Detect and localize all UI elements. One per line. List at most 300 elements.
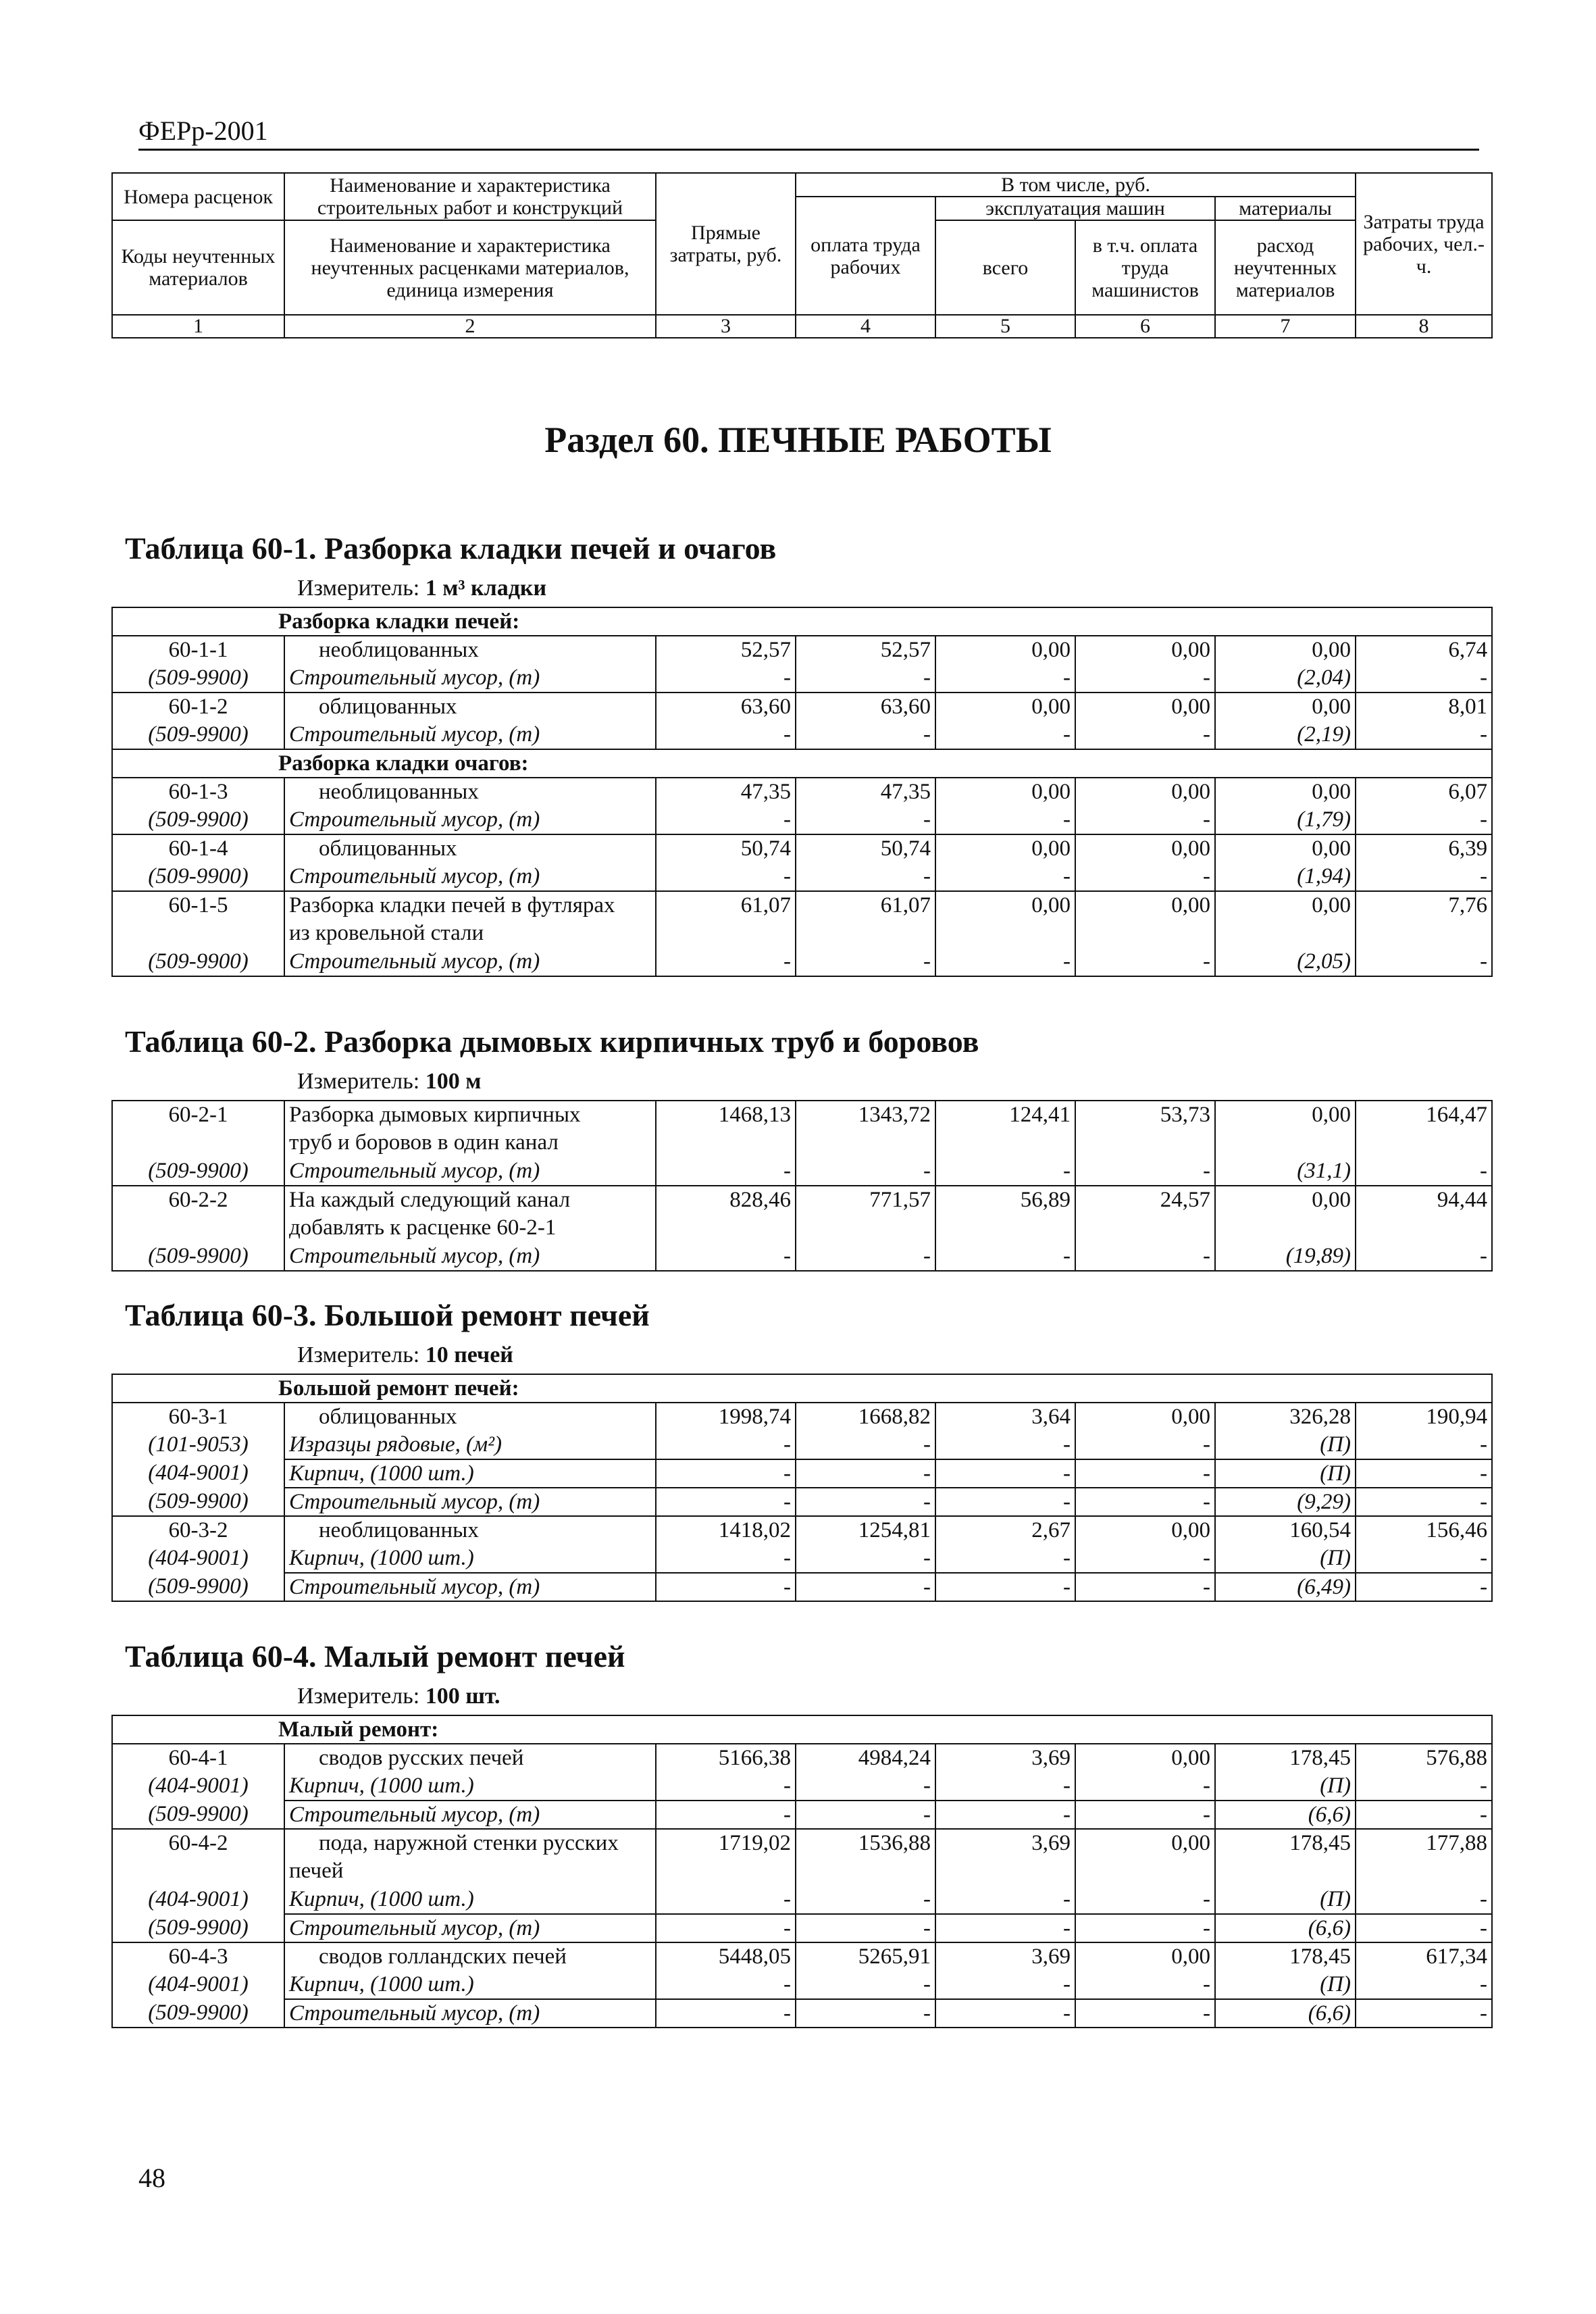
material-value: - bbox=[656, 806, 796, 834]
col-num-4: 4 bbox=[796, 315, 935, 338]
material-name: Кирпич, (1000 шт.) bbox=[284, 1772, 656, 1801]
materials-cost: 0,00 bbox=[1215, 778, 1356, 806]
table-row bbox=[112, 1242, 1492, 1271]
machinist-pay: 24,57 bbox=[1075, 1186, 1215, 1214]
col-num-8: 8 bbox=[1356, 315, 1492, 338]
material-value: - bbox=[1356, 1459, 1492, 1488]
col1-bottom: Коды неучтенных материалов bbox=[112, 220, 284, 315]
material-name: Строительный мусор, (т) bbox=[284, 1801, 656, 1829]
material-value: - bbox=[1356, 806, 1492, 834]
table-row bbox=[112, 1214, 1492, 1242]
material-value: (6,6) bbox=[1215, 1801, 1356, 1829]
material-value: - bbox=[1075, 1431, 1215, 1459]
material-value: - bbox=[796, 1157, 935, 1186]
material-value: - bbox=[1075, 1573, 1215, 1601]
machines-total: 2,67 bbox=[935, 1516, 1075, 1544]
material-code: (509-9900) bbox=[112, 863, 284, 891]
material-value: - bbox=[796, 1772, 935, 1801]
direct-cost: 5166,38 bbox=[656, 1744, 796, 1772]
material-name: Кирпич, (1000 шт.) bbox=[284, 1971, 656, 1999]
col3-header: Прямые затраты, руб. bbox=[656, 173, 796, 315]
material-code: (509-9900) bbox=[112, 1999, 284, 2028]
rate-code: 60-4-2 bbox=[112, 1829, 284, 1857]
material-value: - bbox=[1356, 1886, 1492, 1914]
table-row bbox=[112, 1431, 1492, 1459]
table-row bbox=[112, 891, 1492, 920]
machines-total: 3,69 bbox=[935, 1744, 1075, 1772]
material-value: - bbox=[1075, 664, 1215, 693]
machines-total: 3,69 bbox=[935, 1829, 1075, 1857]
machines-header: эксплуатация машин bbox=[935, 197, 1215, 220]
group-heading: Разборка кладки печей: bbox=[112, 607, 1492, 636]
material-value: (П) bbox=[1215, 1772, 1356, 1801]
materials-cost: 160,54 bbox=[1215, 1516, 1356, 1544]
material-value: - bbox=[656, 1157, 796, 1186]
material-value: - bbox=[656, 664, 796, 693]
material-code: (509-9900) bbox=[112, 721, 284, 749]
rate-name: необлицованных bbox=[284, 778, 656, 806]
material-value: - bbox=[1356, 1801, 1492, 1829]
rate-name: облицованных bbox=[284, 693, 656, 721]
material-value: - bbox=[935, 1801, 1075, 1829]
material-value: - bbox=[656, 1459, 796, 1488]
material-value: - bbox=[1075, 806, 1215, 834]
material-value: - bbox=[796, 1801, 935, 1829]
direct-cost: 50,74 bbox=[656, 834, 796, 863]
material-value: - bbox=[656, 1544, 796, 1573]
material-code: (404-9001) bbox=[112, 1772, 284, 1801]
material-value: - bbox=[935, 1488, 1075, 1516]
table-row bbox=[112, 1829, 1492, 1857]
machines-total: 0,00 bbox=[935, 778, 1075, 806]
labor-pay: 50,74 bbox=[796, 834, 935, 863]
table-row bbox=[112, 693, 1492, 721]
material-value: - bbox=[656, 721, 796, 749]
material-value: - bbox=[1356, 863, 1492, 891]
materials-cost: 0,00 bbox=[1215, 636, 1356, 664]
table-row bbox=[112, 721, 1492, 749]
material-value: (6,49) bbox=[1215, 1573, 1356, 1601]
material-name: Строительный мусор, (т) bbox=[284, 664, 656, 693]
material-value: - bbox=[1356, 1544, 1492, 1573]
col-num-3: 3 bbox=[656, 315, 796, 338]
material-value: - bbox=[656, 1772, 796, 1801]
direct-cost: 63,60 bbox=[656, 693, 796, 721]
material-name: Строительный мусор, (т) bbox=[284, 1999, 656, 2028]
materials-header: материалы bbox=[1215, 197, 1356, 220]
material-value: - bbox=[1075, 1999, 1215, 2028]
material-value: - bbox=[1356, 1242, 1492, 1271]
table-60-1 bbox=[111, 607, 1493, 977]
material-value: - bbox=[1356, 664, 1492, 693]
material-value: - bbox=[656, 1431, 796, 1459]
materials-cost: 0,00 bbox=[1215, 834, 1356, 863]
col-num-1: 1 bbox=[112, 315, 284, 338]
material-value: - bbox=[1356, 1157, 1492, 1186]
group-heading: Малый ремонт: bbox=[112, 1715, 1492, 1744]
table-60-4 bbox=[111, 1715, 1493, 2028]
material-name: Строительный мусор, (т) bbox=[284, 721, 656, 749]
material-value: - bbox=[935, 948, 1075, 976]
table-row bbox=[112, 1101, 1492, 1129]
material-value: (19,89) bbox=[1215, 1242, 1356, 1271]
machines-total: 124,41 bbox=[935, 1101, 1075, 1129]
table-60-4-unit: Измеритель: 100 шт. bbox=[297, 1684, 500, 1709]
column-header-table bbox=[111, 172, 1493, 338]
materials-cost: 0,00 bbox=[1215, 1101, 1356, 1129]
material-value: - bbox=[935, 1772, 1075, 1801]
labor-hours: 190,94 bbox=[1356, 1403, 1492, 1431]
rate-code: 60-1-2 bbox=[112, 693, 284, 721]
material-value: - bbox=[1075, 1242, 1215, 1271]
material-value: (6,6) bbox=[1215, 1914, 1356, 1942]
material-value: - bbox=[796, 1242, 935, 1271]
materials-cost: 0,00 bbox=[1215, 693, 1356, 721]
table-row bbox=[112, 1942, 1492, 1971]
material-value: - bbox=[1075, 1886, 1215, 1914]
rate-name: облицованных bbox=[284, 834, 656, 863]
material-value: - bbox=[935, 1886, 1075, 1914]
machines-total: 3,69 bbox=[935, 1942, 1075, 1971]
material-value: - bbox=[1356, 1573, 1492, 1601]
table-row bbox=[112, 1186, 1492, 1214]
material-value: - bbox=[1356, 1772, 1492, 1801]
material-value: (П) bbox=[1215, 1886, 1356, 1914]
table-60-4-caption: Таблица 60-4. Малый ремонт печей bbox=[125, 1639, 625, 1674]
table-60-2-unit: Измеритель: 100 м bbox=[297, 1069, 482, 1094]
material-value: (П) bbox=[1215, 1544, 1356, 1573]
material-value: - bbox=[935, 806, 1075, 834]
material-value: - bbox=[935, 1999, 1075, 2028]
rate-code: 60-2-2 bbox=[112, 1186, 284, 1214]
table-row bbox=[112, 1516, 1492, 1544]
direct-cost: 1468,13 bbox=[656, 1101, 796, 1129]
rate-code: 60-1-1 bbox=[112, 636, 284, 664]
col1-top: Номера расценок bbox=[112, 173, 284, 220]
material-value: - bbox=[1075, 863, 1215, 891]
table-60-1-caption: Таблица 60-1. Разборка кладки печей и очагов bbox=[125, 531, 777, 565]
material-value: - bbox=[656, 1488, 796, 1516]
material-code: (509-9900) bbox=[112, 1801, 284, 1829]
material-value: - bbox=[1075, 1157, 1215, 1186]
labor-pay: 52,57 bbox=[796, 636, 935, 664]
rate-name: облицованных bbox=[284, 1403, 656, 1431]
table-row bbox=[112, 1857, 1492, 1886]
material-code: (101-9053) bbox=[112, 1431, 284, 1459]
direct-cost: 828,46 bbox=[656, 1186, 796, 1214]
col-num-7: 7 bbox=[1215, 315, 1356, 338]
table-row bbox=[112, 1459, 1492, 1488]
material-value: - bbox=[796, 1914, 935, 1942]
table-row bbox=[112, 1914, 1492, 1942]
material-code: (509-9900) bbox=[112, 1157, 284, 1186]
material-code: (509-9900) bbox=[112, 1488, 284, 1516]
rate-code: 60-3-2 bbox=[112, 1516, 284, 1544]
rate-code: 60-1-5 bbox=[112, 891, 284, 920]
table-60-3-caption: Таблица 60-3. Большой ремонт печей bbox=[125, 1298, 650, 1332]
material-value: - bbox=[796, 863, 935, 891]
machines-total: 0,00 bbox=[935, 834, 1075, 863]
material-value: - bbox=[796, 1431, 935, 1459]
direct-cost: 61,07 bbox=[656, 891, 796, 920]
group-heading: Большой ремонт печей: bbox=[112, 1374, 1492, 1403]
material-code: (404-9001) bbox=[112, 1459, 284, 1488]
material-name: Строительный мусор, (т) bbox=[284, 1488, 656, 1516]
material-value: - bbox=[796, 1459, 935, 1488]
machines-total: 0,00 bbox=[935, 636, 1075, 664]
machinist-pay: 0,00 bbox=[1075, 1829, 1215, 1857]
table-row bbox=[112, 1129, 1492, 1157]
material-value: - bbox=[656, 1914, 796, 1942]
material-value: - bbox=[1075, 1488, 1215, 1516]
material-value: (2,04) bbox=[1215, 664, 1356, 693]
rate-code: 60-2-1 bbox=[112, 1101, 284, 1129]
col4-header: оплата труда рабочих bbox=[796, 197, 935, 315]
material-name: Строительный мусор, (т) bbox=[284, 1242, 656, 1271]
col8-header: Затраты труда рабочих, чел.-ч. bbox=[1356, 173, 1492, 315]
material-value: - bbox=[1356, 1971, 1492, 1999]
labor-hours: 177,88 bbox=[1356, 1829, 1492, 1857]
table-row bbox=[112, 920, 1492, 948]
material-value: - bbox=[1356, 1914, 1492, 1942]
material-value: - bbox=[796, 806, 935, 834]
rate-name: Разборка дымовых кирпичных bbox=[284, 1101, 656, 1129]
material-name: Кирпич, (1000 шт.) bbox=[284, 1544, 656, 1573]
table-row bbox=[112, 1772, 1492, 1801]
material-value: - bbox=[796, 1886, 935, 1914]
labor-hours: 7,76 bbox=[1356, 891, 1492, 920]
material-value: (П) bbox=[1215, 1459, 1356, 1488]
material-value: - bbox=[935, 1914, 1075, 1942]
material-code: (404-9001) bbox=[112, 1971, 284, 1999]
material-value: - bbox=[796, 1544, 935, 1573]
material-value: (2,05) bbox=[1215, 948, 1356, 976]
labor-pay: 4984,24 bbox=[796, 1744, 935, 1772]
material-value: (1,94) bbox=[1215, 863, 1356, 891]
document-title: ФЕРр-2001 bbox=[138, 116, 268, 146]
labor-pay: 1343,72 bbox=[796, 1101, 935, 1129]
labor-hours: 8,01 bbox=[1356, 693, 1492, 721]
material-value: - bbox=[796, 664, 935, 693]
labor-pay: 47,35 bbox=[796, 778, 935, 806]
labor-pay: 1536,88 bbox=[796, 1829, 935, 1857]
material-name: Кирпич, (1000 шт.) bbox=[284, 1886, 656, 1914]
machines-total: 3,64 bbox=[935, 1403, 1075, 1431]
labor-pay: 771,57 bbox=[796, 1186, 935, 1214]
materials-cost: 326,28 bbox=[1215, 1403, 1356, 1431]
material-value: - bbox=[656, 1971, 796, 1999]
material-code: (509-9900) bbox=[112, 1242, 284, 1271]
material-value: (2,19) bbox=[1215, 721, 1356, 749]
material-code: (509-9900) bbox=[112, 664, 284, 693]
machinist-pay: 0,00 bbox=[1075, 778, 1215, 806]
material-value: - bbox=[656, 948, 796, 976]
material-name: Изразцы рядовые, (м²) bbox=[284, 1431, 656, 1459]
labor-hours: 617,34 bbox=[1356, 1942, 1492, 1971]
material-value: - bbox=[1356, 1488, 1492, 1516]
materials-cost: 0,00 bbox=[1215, 1186, 1356, 1214]
material-value: (П) bbox=[1215, 1431, 1356, 1459]
material-value: - bbox=[1356, 1999, 1492, 2028]
materials-cost: 178,45 bbox=[1215, 1744, 1356, 1772]
machines-total: 0,00 bbox=[935, 891, 1075, 920]
material-code: (404-9001) bbox=[112, 1544, 284, 1573]
labor-hours: 164,47 bbox=[1356, 1101, 1492, 1129]
col-num-5: 5 bbox=[935, 315, 1075, 338]
rate-name: сводов русских печей bbox=[284, 1744, 656, 1772]
rate-name: необлицованных bbox=[284, 636, 656, 664]
machinist-pay: 0,00 bbox=[1075, 1744, 1215, 1772]
direct-cost: 5448,05 bbox=[656, 1942, 796, 1971]
material-name: Строительный мусор, (т) bbox=[284, 1914, 656, 1942]
material-value: - bbox=[1075, 1971, 1215, 1999]
table-row bbox=[112, 948, 1492, 976]
material-value: - bbox=[935, 721, 1075, 749]
table-row bbox=[112, 1744, 1492, 1772]
material-value: - bbox=[656, 1999, 796, 2028]
col5-header: всего bbox=[935, 220, 1075, 315]
col2-bottom: Наименование и характеристика неучтенных расценками материалов, единица измерения bbox=[284, 220, 656, 315]
material-value: (6,6) bbox=[1215, 1999, 1356, 2028]
material-value: - bbox=[935, 1431, 1075, 1459]
material-code: (509-9900) bbox=[112, 1573, 284, 1601]
labor-pay: 5265,91 bbox=[796, 1942, 935, 1971]
table-60-2-caption: Таблица 60-2. Разборка дымовых кирпичных труб и боровов bbox=[125, 1024, 979, 1059]
material-value: - bbox=[656, 1801, 796, 1829]
material-value: - bbox=[796, 1971, 935, 1999]
table-row bbox=[112, 1488, 1492, 1516]
material-value: - bbox=[935, 1573, 1075, 1601]
material-value: - bbox=[1075, 1772, 1215, 1801]
material-value: (9,29) bbox=[1215, 1488, 1356, 1516]
labor-pay: 61,07 bbox=[796, 891, 935, 920]
labor-hours: 576,88 bbox=[1356, 1744, 1492, 1772]
labor-pay: 1254,81 bbox=[796, 1516, 935, 1544]
material-value: - bbox=[1075, 1544, 1215, 1573]
machinist-pay: 0,00 bbox=[1075, 636, 1215, 664]
rate-code: 60-1-3 bbox=[112, 778, 284, 806]
rate-name-cont: из кровельной стали bbox=[284, 920, 656, 948]
header-rule bbox=[138, 149, 1479, 151]
material-value: - bbox=[656, 1886, 796, 1914]
material-value: - bbox=[796, 1488, 935, 1516]
machinist-pay: 0,00 bbox=[1075, 693, 1215, 721]
material-value: - bbox=[656, 863, 796, 891]
labor-hours: 156,46 bbox=[1356, 1516, 1492, 1544]
material-name: Строительный мусор, (т) bbox=[284, 1157, 656, 1186]
rate-code: 60-3-1 bbox=[112, 1403, 284, 1431]
material-value: - bbox=[796, 1573, 935, 1601]
materials-cost: 0,00 bbox=[1215, 891, 1356, 920]
material-value: (31,1) bbox=[1215, 1157, 1356, 1186]
rate-name-cont: труб и боровов в один канал bbox=[284, 1129, 656, 1157]
materials-cost: 178,45 bbox=[1215, 1942, 1356, 1971]
labor-hours: 94,44 bbox=[1356, 1186, 1492, 1214]
table-row bbox=[112, 1886, 1492, 1914]
material-name: Строительный мусор, (т) bbox=[284, 948, 656, 976]
material-value: - bbox=[1075, 948, 1215, 976]
material-value: - bbox=[656, 1242, 796, 1271]
table-row bbox=[112, 1544, 1492, 1573]
table-60-2 bbox=[111, 1100, 1493, 1272]
material-name: Кирпич, (1000 шт.) bbox=[284, 1459, 656, 1488]
table-row bbox=[112, 1971, 1492, 1999]
incl-header: В том числе, руб. bbox=[796, 173, 1356, 197]
direct-cost: 1719,02 bbox=[656, 1829, 796, 1857]
rate-name-cont: добавлять к расценке 60-2-1 bbox=[284, 1214, 656, 1242]
material-name: Строительный мусор, (т) bbox=[284, 806, 656, 834]
machinist-pay: 53,73 bbox=[1075, 1101, 1215, 1129]
material-value: - bbox=[1075, 1459, 1215, 1488]
table-row bbox=[112, 1157, 1492, 1186]
machinist-pay: 0,00 bbox=[1075, 1516, 1215, 1544]
section-title: Раздел 60. ПЕЧНЫЕ РАБОТЫ bbox=[544, 420, 1052, 460]
material-value: - bbox=[1356, 1431, 1492, 1459]
table-row bbox=[112, 806, 1492, 834]
machinist-pay: 0,00 bbox=[1075, 834, 1215, 863]
col7-header: расход неучтенных материалов bbox=[1215, 220, 1356, 315]
material-value: - bbox=[935, 1459, 1075, 1488]
material-value: - bbox=[1075, 1914, 1215, 1942]
rate-code: 60-4-3 bbox=[112, 1942, 284, 1971]
machines-total: 0,00 bbox=[935, 693, 1075, 721]
materials-cost: 178,45 bbox=[1215, 1829, 1356, 1857]
rate-name-cont: печей bbox=[284, 1857, 656, 1886]
material-value: - bbox=[1356, 948, 1492, 976]
direct-cost: 1998,74 bbox=[656, 1403, 796, 1431]
material-value: - bbox=[1075, 1801, 1215, 1829]
material-code: (404-9001) bbox=[112, 1886, 284, 1914]
material-value: - bbox=[935, 664, 1075, 693]
material-code: (509-9900) bbox=[112, 806, 284, 834]
material-value: - bbox=[935, 1157, 1075, 1186]
rate-code: 60-4-1 bbox=[112, 1744, 284, 1772]
machines-total: 56,89 bbox=[935, 1186, 1075, 1214]
table-60-1-unit: Измеритель: 1 м³ кладки bbox=[297, 576, 547, 601]
material-value: - bbox=[935, 863, 1075, 891]
material-name: Строительный мусор, (т) bbox=[284, 1573, 656, 1601]
material-value: - bbox=[935, 1242, 1075, 1271]
rate-name: Разборка кладки печей в футлярах bbox=[284, 891, 656, 920]
labor-hours: 6,74 bbox=[1356, 636, 1492, 664]
col2-top: Наименование и характеристика строительных работ и конструкций bbox=[284, 173, 656, 220]
col-num-2: 2 bbox=[284, 315, 656, 338]
direct-cost: 1418,02 bbox=[656, 1516, 796, 1544]
direct-cost: 47,35 bbox=[656, 778, 796, 806]
col6-header: в т.ч. оплата труда машинистов bbox=[1075, 220, 1215, 315]
table-row bbox=[112, 1573, 1492, 1601]
labor-hours: 6,07 bbox=[1356, 778, 1492, 806]
table-row bbox=[112, 863, 1492, 891]
rate-name: На каждый следующий канал bbox=[284, 1186, 656, 1214]
material-value: - bbox=[796, 1999, 935, 2028]
rate-name: сводов голландских печей bbox=[284, 1942, 656, 1971]
table-row bbox=[112, 1999, 1492, 2028]
labor-pay: 63,60 bbox=[796, 693, 935, 721]
table-row bbox=[112, 664, 1492, 693]
table-60-3 bbox=[111, 1374, 1493, 1602]
page-number: 48 bbox=[138, 2163, 165, 2193]
material-value: - bbox=[1356, 721, 1492, 749]
material-value: (П) bbox=[1215, 1971, 1356, 1999]
machinist-pay: 0,00 bbox=[1075, 891, 1215, 920]
material-value: - bbox=[796, 721, 935, 749]
col-num-6: 6 bbox=[1075, 315, 1215, 338]
material-value: - bbox=[935, 1544, 1075, 1573]
table-row bbox=[112, 1801, 1492, 1829]
machinist-pay: 0,00 bbox=[1075, 1942, 1215, 1971]
material-name: Строительный мусор, (т) bbox=[284, 863, 656, 891]
